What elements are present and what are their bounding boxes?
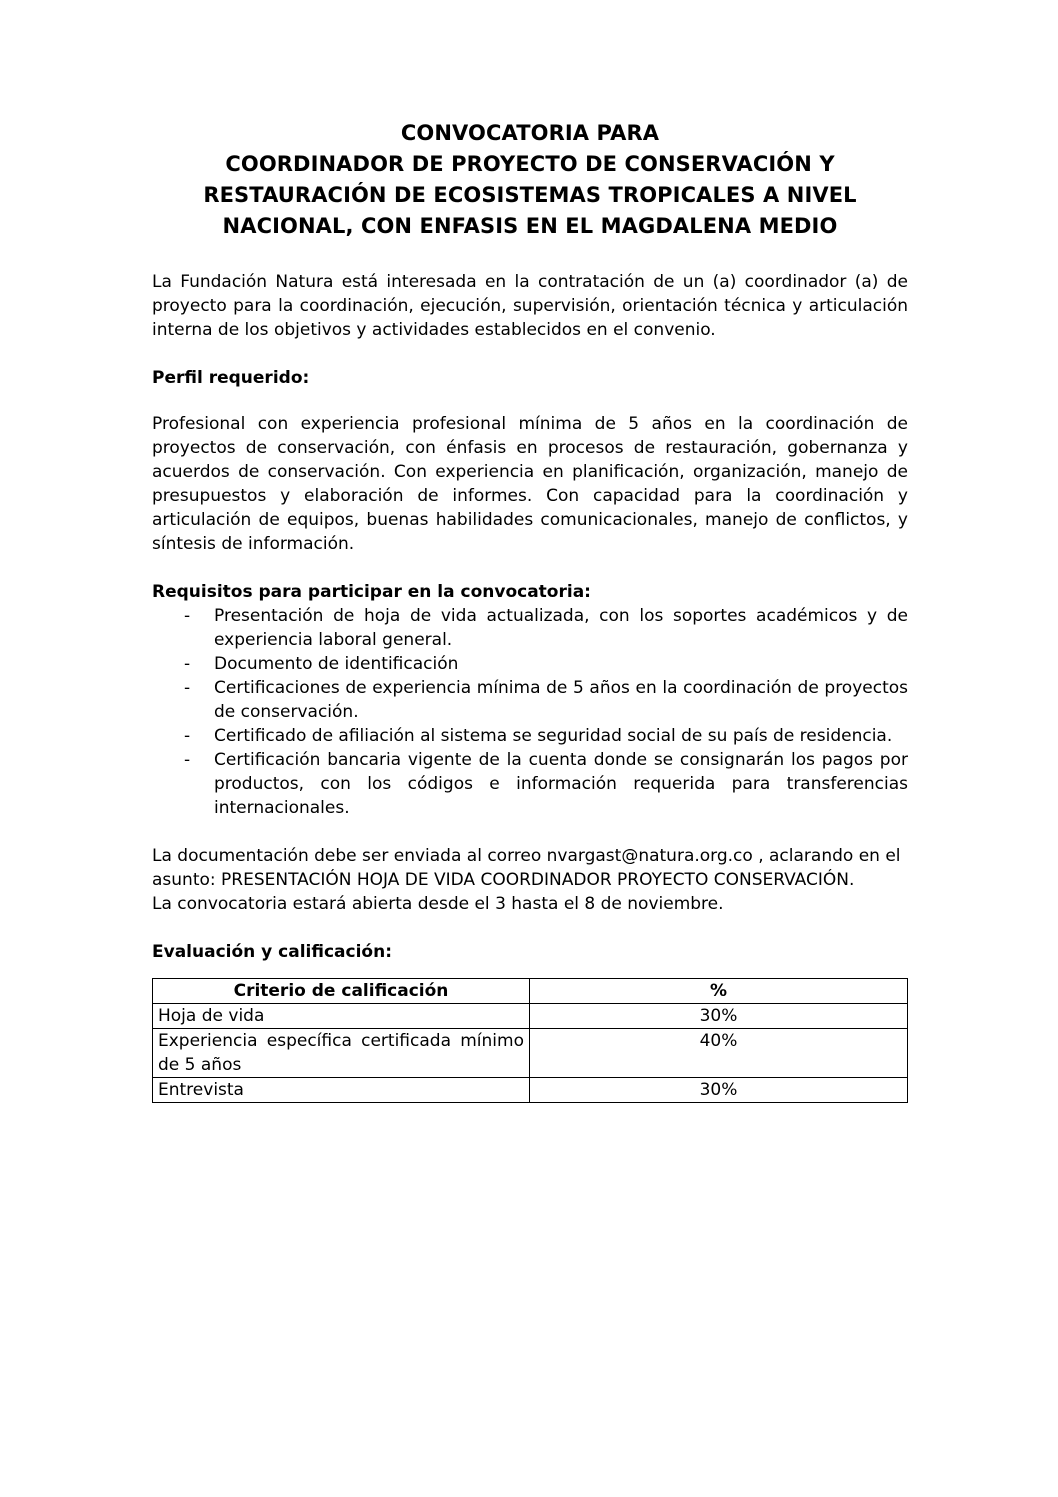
column-header-pct: % — [530, 979, 908, 1004]
evaluation-table — [152, 978, 908, 1103]
criterio-cell: Entrevista — [153, 1078, 530, 1103]
document-page — [152, 118, 908, 1103]
contact-paragraph — [152, 844, 908, 916]
list-item: - Presentación de hoja de vida actualizada, con los soportes académicos y de experiencia laboral general. — [152, 604, 908, 652]
title-line: COORDINADOR DE PROYECTO DE CONSERVACIÓN Y — [225, 152, 835, 176]
evaluacion-heading: Evaluación y calificación: — [152, 942, 393, 962]
column-header-criterio: Criterio de calificación — [153, 979, 530, 1004]
title-line: RESTAURACIÓN DE ECOSISTEMAS TROPICALES A NIVEL — [203, 183, 857, 207]
pct-cell: 30% — [530, 1078, 908, 1103]
list-item: - Certificado de afiliación al sistema se seguridad social de su país de residencia. — [152, 724, 908, 748]
intro-paragraph: La Fundación Natura está interesada en la contratación de un (a) coordinador (a) de proyecto para la coordinación, ejecución, supervisión, orientación técnica y articulación interna de los objetivos y actividades establecidos en el convenio. — [152, 272, 908, 340]
criterio-cell: Experiencia específica certificada mínimo de 5 años — [153, 1029, 530, 1078]
requisitos-heading: Requisitos para participar en la convocatoria: — [152, 582, 591, 602]
contact-line: La documentación debe ser enviada al correo nvargast@natura.org.co , aclarando en el — [152, 846, 901, 866]
pct-cell: 30% — [530, 1004, 908, 1029]
table-row — [153, 1004, 908, 1029]
list-item: - Documento de identificación — [152, 652, 908, 676]
list-item: - Certificaciones de experiencia mínima de 5 años en la coordinación de proyectos de conservación. — [152, 676, 908, 724]
list-item: - Certificación bancaria vigente de la cuenta donde se consignarán los pagos por productos, con los códigos e información requerida para transferencias internacionales. — [152, 748, 908, 820]
pct-cell: 40% — [530, 1029, 908, 1078]
table-row — [153, 1078, 908, 1103]
document-title — [152, 118, 908, 242]
contact-line: La convocatoria estará abierta desde el 3 hasta el 8 de noviembre. — [152, 894, 724, 914]
title-line: CONVOCATORIA PARA — [400, 121, 660, 145]
requisitos-list — [152, 604, 908, 820]
criterio-cell: Hoja de vida — [153, 1004, 530, 1029]
contact-line: asunto: PRESENTACIÓN HOJA DE VIDA COORDINADOR PROYECTO CONSERVACIÓN. — [152, 870, 855, 890]
table-header-row — [153, 979, 908, 1004]
table-row — [153, 1029, 908, 1078]
perfil-heading: Perfil requerido: — [152, 368, 310, 388]
perfil-paragraph: Profesional con experiencia profesional mínima de 5 años en la coordinación de proyectos de conservación, con énfasis en procesos de restauración, gobernanza y acuerdos de conservación. Con experiencia en planificación, organización, manejo de presupuestos y elaboración de informes. Con capacidad para la coordinación y articulación de equipos, buenas habilidades comunicacionales, manejo de conflictos, y síntesis de información. — [152, 414, 908, 554]
title-line: NACIONAL, CON ENFASIS EN EL MAGDALENA MEDIO — [222, 214, 838, 238]
